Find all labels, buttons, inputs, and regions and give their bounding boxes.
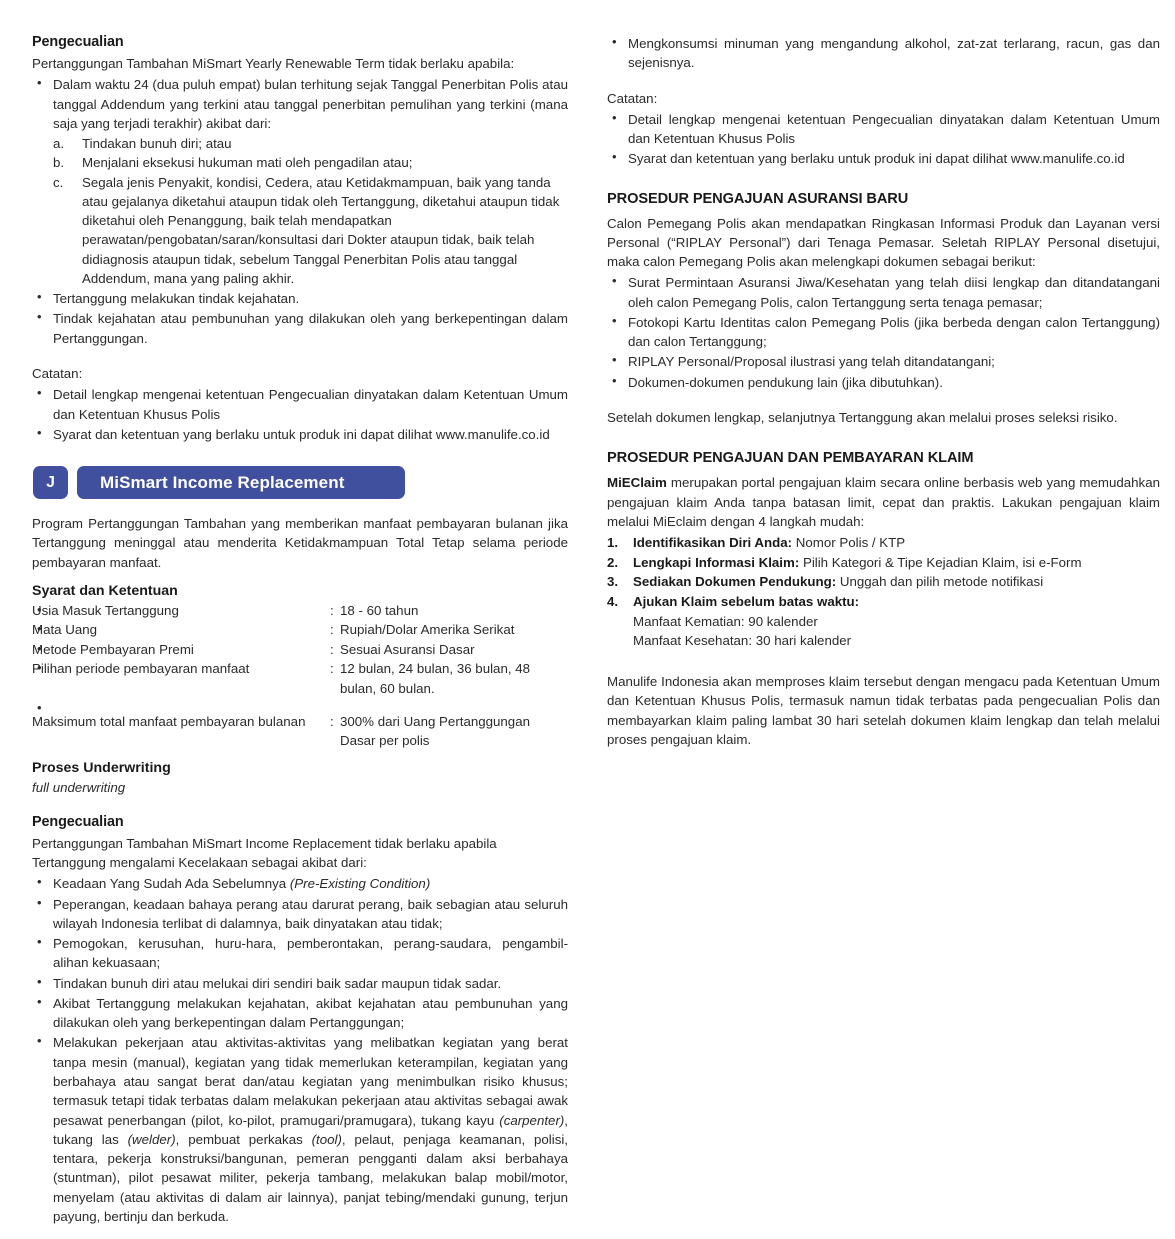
sub-item-marker: c. [53,174,64,190]
exclusions-mir-intro: Pertanggungan Tambahan MiSmart Income Replacement tidak berlaku apabila Tertanggung mengalami Kecelakaan sebagai akibat dari: [32,835,497,871]
terms-heading: Syarat dan Ketentuan [32,582,178,599]
list-item [607,352,1160,371]
catatan-text: Syarat dan ketentuan yang berlaku untuk produk ini dapat dilihat www.manulife.co.id [628,151,1125,167]
list-item [32,934,568,973]
product-description: Program Pertanggungan Tambahan yang memberikan manfaat pembayaran bulanan jika Tertanggung meninggal atau menderita Ketidakmampuan Total Tetap selama periode pembayaran manfaat. [32,516,568,570]
list-item [32,425,568,444]
catatan-text: Syarat dan ketentuan yang berlaku untuk produk ini dapat dilihat www.manulife.co.id [53,426,550,442]
exclusion-bullet-text: Akibat Tertanggung melakukan kejahatan, akibat kejahatan atau pembunuhan yang dilakukan oleh yang berkepentingan dalam Pertanggungan; [53,995,568,1031]
term-value: Sesuai Asuransi Dasar [340,641,475,657]
catatan-text: Detail lengkap mengenai ketentuan Pengecualian dinyatakan dalam Ketentuan Umum dan Ketentuan Khusus Polis [53,387,568,422]
list-item [32,309,568,348]
step-title: Ajukan Klaim sebelum batas waktu: [633,594,860,610]
doc-item-text: RIPLAY Personal/Proposal ilustrasi yang telah ditandatangani; [628,354,995,370]
exclusion-bullet-text: Tertanggung melakukan tindak kejahatan. [53,291,300,307]
term-label: • Usia Masuk Tertanggung [32,601,330,621]
step-detail: Nomor Polis / KTP [792,535,906,551]
doc-item-text: Surat Permintaan Asuransi Jiwa/Kesehatan yang telah diisi lengkap dan ditandatangani oleh calon Pemegang Polis, calon Tertanggung serta tenaga pemasar; [628,275,1160,310]
product-title-banner [77,466,405,499]
table-row [32,620,568,640]
long-bullet-p0: Melakukan pekerjaan atau aktivitas-aktivitas yang melibatkan kegiatan yang berat tanpa mesin (manual), kegiatan yang tidak memerlukan keterampilan, kegiatan yang berbahaya atau sangat berat dan/atau kegiatan yang menimbulkan risiko khusus; termasuk tetapi tidak terbatas dalam melakukan pekerjaan atau aktivitas sebagai awak pesawat penerbangan (pilot, ko-pilot, pramugari/pramugara), tukang kayu [53,1035,568,1128]
exclusions-yrt-heading: Pengecualian [32,34,124,50]
list-item [32,289,568,308]
catatan-text: Detail lengkap mengenai ketentuan Pengecualian dinyatakan dalam Ketentuan Umum dan Ketentuan Khusus Polis [628,111,1160,147]
list-item [32,895,568,934]
new-insurance-closing: Setelah dokumen lengkap, selanjutnya Tertanggung akan melalui proses seleksi risiko. [607,409,1118,425]
exclusions-yrt-list [32,75,568,348]
list-item [607,373,1160,392]
right-column [600,0,1175,1239]
step4-subline: Manfaat Kesehatan: 30 hari kalender [633,633,852,649]
exclusions-yrt-intro: Pertanggungan Tambahan MiSmart Yearly Renewable Term tidak berlaku apabila: [32,56,515,71]
term-colon: : [330,661,334,677]
exclusions-mir-list [32,874,568,1226]
long-bullet-p5: (tool) [311,1131,342,1147]
list-item [607,149,1160,168]
table-row [32,640,568,660]
underwriting-value: full underwriting [32,779,126,795]
long-bullet-p1: (carpenter) [499,1112,565,1128]
long-bullet-p6: , pelaut, penjaga keamanan, polisi, tentara, pekerja konstruksi/bangunan, pemeran pengganti dalam aksi berbahaya (stuntman), pilot pesawat militer, pekerja tambang, melakukan balap mobil/motor, menyelam (atau aktivitas di dalam air lainnya), panjat tebing/mendaki gunung, terjun payung, bertinju dan berkuda. [53,1131,568,1224]
claims-closing: Manulife Indonesia akan memproses klaim tersebut dengan mengacu pada Ketentuan Umum dan Ketentuan Khusus Polis, termasuk namun tidak terbatas pada pengecualian Polis dan membayarkan klaim paling lambat 30 hari setelah dokumen klaim lengkap dan telah melalui proses pengajuan klaim. [607,674,1160,747]
step-detail: Unggah dan pilih metode notifikasi [836,574,1044,590]
table-row [32,601,568,621]
list-item [607,110,1160,149]
exclusion-continued-list [607,34,1160,73]
step-detail: Pilih Kategori & Tipe Kejadian Klaim, isi e-Form [799,554,1082,570]
term-colon: : [330,713,334,729]
step-number: 1. [607,535,619,551]
sub-item-marker: a. [53,136,65,152]
exclusions-mir-heading: Pengecualian [32,813,124,830]
exclusion-bullet-text: Pemogokan, kerusuhan, huru-hara, pemberontakan, perang-saudara, pengambil-alihan kekuasaan; [53,936,568,971]
exclusion-bullet-text: Keadaan Yang Sudah Ada Sebelumnya [53,876,290,892]
exclusion-bullet-text: Dalam waktu 24 (dua puluh empat) bulan terhitung sejak Tanggal Penerbitan Polis atau tanggal Addendum yang terkini atau tanggal penerbitan pemulihan yang terkini (mana saja yang terjadi terakhir) akibat dari: [53,77,568,131]
step-number: 2. [607,554,619,570]
catatan-label: Catatan: [32,365,83,381]
exclusion-bullet-text: Tindakan bunuh diri atau melukai diri sendiri baik sadar maupun tidak sadar. [53,975,502,991]
claims-heading: PROSEDUR PENGAJUAN DAN PEMBAYARAN KLAIM [607,450,974,467]
exclusion-bullet-text: Peperangan, keadaan bahaya perang atau darurat perang, baik sebagian atau seluruh wilayah Indonesia terlibat di dalamnya, baik dinyatakan atau tidak; [53,896,568,931]
list-item [53,134,568,153]
claims-intro-rest: merupakan portal pengajuan klaim secara online berbasis web yang memudahkan pengajuan klaim Anda tanpa batasan limit, cepat dan praktis. Lakukan pengajuan klaim melalui MiEclaim dengan 4 langkah mudah: [607,475,1160,529]
exclusions-yrt-subitems [53,134,568,288]
term-value: 300% dari Uang Pertanggungan Dasar per polis [340,713,530,749]
list-item [607,592,1160,612]
term-value: Rupiah/Dolar Amerika Serikat [340,622,515,638]
product-banner [33,466,568,499]
term-label: • Maksimum total manfaat pembayaran bulanan [32,699,330,751]
doc-item-text: Dokumen-dokumen pendukung lain (jika dibutuhkan). [628,374,943,390]
step-number: 4. [607,594,619,610]
term-colon: : [330,622,334,638]
table-row [32,659,568,698]
term-value: 18 - 60 tahun [340,602,419,618]
list-item [607,533,1160,553]
new-insurance-heading: PROSEDUR PENGAJUAN ASURANSI BARU [607,190,909,207]
sub-item-marker: b. [53,155,65,171]
exclusion-bullet-italic: (Pre-Existing Condition) [289,876,431,892]
list-item [607,273,1160,312]
list-item [32,1033,568,1226]
claims-intro [607,473,1160,531]
exclusion-bullet-text: Mengkonsumsi minuman yang mengandung alkohol, zat-zat terlarang, racun, gas dan sejenisnya. [628,36,1160,71]
term-colon: : [330,602,334,618]
sub-item-text: Menjalani eksekusi hukuman mati oleh pengadilan atau; [82,155,413,171]
list-item [32,974,568,993]
product-badge [33,466,68,499]
list-item [32,994,568,1033]
product-badge-letter: J [46,473,55,491]
sub-item-text: Segala jenis Penyakit, kondisi, Cedera, atau Ketidakmampuan, baik yang tanda atau gejalanya diketahui ataupun tidak oleh Tertanggung, diketahui ataupun tidak diketahui oleh Penanggung, baik telah mendapatkan perawatan/pengobatan/saran/konsultasi dari Dokter ataupun tidak, baik telah didiagnosis ataupun tidak, sebelum Tanggal Penerbitan Polis atau tanggal Addendum, mana yang paling akhir. [82,174,560,286]
long-bullet-p3: (welder) [127,1131,176,1147]
list-item [607,572,1160,592]
catatan-list [607,110,1160,169]
step-number: 3. [607,574,619,590]
term-value: 12 bulan, 24 bulan, 36 bulan, 48 bulan, 60 bulan. [340,661,531,696]
term-colon: : [330,641,334,657]
catatan-label: Catatan: [607,90,658,106]
new-insurance-intro: Calon Pemegang Polis akan mendapatkan Ringkasan Informasi Produk dan Layanan versi Personal (“RIPLAY Personal”) dari Tenaga Pemasar. Seletah RIPLAY Personal disetujui, maka calon Pemegang Polis akan melengkapi dokumen sebagai berikut: [607,215,1160,270]
table-row [32,699,568,751]
long-bullet-p4: , pembuat perkakas [175,1131,312,1147]
list-item [32,75,568,288]
list-item [607,553,1160,573]
list-item [607,313,1160,352]
catatan-list [32,385,568,444]
claims-portal-name: MiEClaim [607,475,667,491]
list-item [32,874,568,893]
step-title: Identifikasikan Diri Anda: [633,535,793,551]
new-insurance-doc-list [607,273,1160,392]
sub-item-text: Tindakan bunuh diri; atau [82,136,232,152]
term-label: • Pilihan periode pembayaran manfaat [32,659,330,698]
term-label: • Metode Pembayaran Premi [32,640,330,660]
list-item [32,385,568,424]
exclusion-long-bullet [53,1035,568,1223]
long-bullet-p2: , tukang las [53,1112,568,1147]
list-item [53,173,568,289]
doc-item-text: Fotokopi Kartu Identitas calon Pemegang Polis (jika berbeda dengan calon Tertanggung) dan calon Tertanggung; [628,314,1160,350]
list-item [607,34,1160,73]
exclusion-bullet-text: Tindak kejahatan atau pembunuhan yang dilakukan oleh yang berkepentingan dalam Pertanggungan. [53,311,568,346]
product-title: MiSmart Income Replacement [100,472,345,492]
terms-table [32,601,568,751]
underwriting-heading: Proses Underwriting [32,759,171,776]
list-item [53,153,568,172]
claims-steps [607,533,1160,612]
step4-subline: Manfaat Kematian: 90 kalender [633,613,818,629]
step-title: Lengkapi Informasi Klaim: [633,554,800,570]
term-label: • Mata Uang [32,620,330,640]
step-title: Sediakan Dokumen Pendukung: [633,574,837,590]
